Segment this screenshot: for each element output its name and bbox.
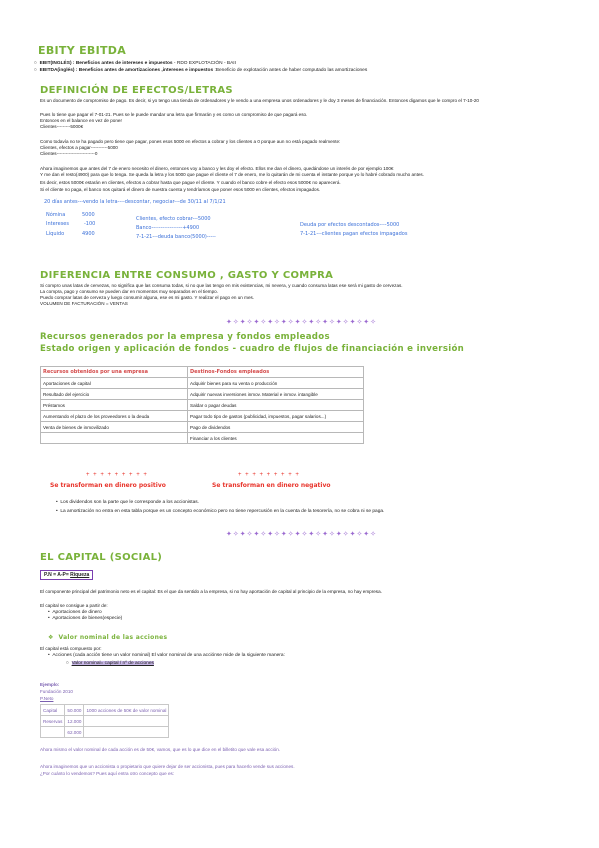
efectos-paragraph-5: Como todavía no te ha pagado pero tiene que pagar, pones esos 5000 en efectos a cobrar y los clientes a 0 porque aun no está pagado realmente: [40,139,341,144]
table-cell [84,716,169,727]
efectos-paragraph-6: Clientes, efectos a pagar-----------5000 [40,145,118,150]
dinero-negativo-label: Se transforman en dinero negativo [212,482,331,489]
hand-nominal-label: Nómina [46,212,66,218]
dinero-positivo-label: Se transforman en dinero positivo [50,482,166,489]
table-cell: Venta de bienes de inmovilizado [41,422,188,433]
efectos-paragraph-8: Ahora imaginemos que antes del 7 de enero necesito el dinero, entonces voy a banco y les doy el efecto. Ellos me dan el dinero, quedándose un interés de por ejemplo 100€ [40,166,394,171]
hand-note-top: 20 días antes---vendo la letra----descontar, negociar---de 30/11 al 7/1/21 [44,199,226,205]
table-cell: Adquirir bienes para su venta o producción [188,378,364,389]
table-header-destinos: Destinos-Fondos empleados [188,367,364,378]
table-cell: 12.000 [65,716,84,727]
efectos-paragraph-11: Si el cliente no paga, el banco nos quitará el dinero de nuestra cuenta y tendríamos que poner esos 5000 en clientes, efectos impagados. [40,187,321,192]
table-cell [41,433,188,444]
efectos-paragraph-2: Pues lo tiene que pagar el 7-01-21. Pues se le puede mandar una letra que firmarán y es como un compromiso de que pagará eso. [40,112,308,117]
table-row [41,389,364,400]
bullet-amortizacion: • La amortización no entra en esta tabla porque es un concepto económico pero no tiene repercusión en la cuenta de la tesorería, no se cobra ni se paga. [56,509,385,514]
hand-clientes-line: Clientes, efecto cobrar---5000 [136,216,211,222]
table-row [41,433,364,444]
pneto-label: P.Neto [40,696,54,701]
table-cell: Aportaciones de capital [41,378,188,389]
table-row [41,716,169,727]
table-cell: Financiar a los clientes [188,433,364,444]
bullet-dividendos: • Los dividendos son la parte que le corresponde a los accionistas. [56,500,200,505]
table-row [41,411,364,422]
table-cell [84,727,169,738]
hand-impagados-line: 7-1-21---clientes pagan efectos impagados [300,231,408,237]
ebitda-item-ebitda: ○ EBITDA(inglés) : Beneficios antes de amortizaciones ,intereses e impuestos :Beneficio de explotación antes de haber computado las amortizaciones [34,68,368,73]
table-header-row [41,367,364,378]
table-cell: 50.000 [65,705,84,716]
hand-deuda-banco-line: 7-1-21---deuda banco(5000)----- [136,234,216,240]
section-title-ebitda: EBITY EBITDA [38,44,127,57]
table-cell: Saldar o pagar deudas [188,400,364,411]
efectos-paragraph-3: Entonces en el balance en vez de poner [40,118,122,123]
formula-box: P.N = A-P= Riqueza [40,570,93,580]
list-item-acciones: • Acciones (cada acción tiene un valor nominal) El valor nominal de una acciónse mide de la siguiente manera: [48,653,285,658]
diamond-icon: ❖ [48,634,54,641]
subsection-valor-nominal: ❖ Valor nominal de las acciones [48,634,168,641]
consumo-paragraph-1: Si compro unas latas de cervezas, no significa que las consuma todas, si no que las tengo en mis existencias, mi nevera, y cuando consuma latas ese será mi gasto de cervezas. [40,283,403,288]
list-item-bienes: • Aportaciones de bienes(especie) [48,616,123,621]
hand-liquido-value: 4900 [82,231,95,237]
capital-paragraph-3: El capital está compuesto por: [40,646,102,651]
plus-marks-right: + + + + + + + + + [238,472,300,478]
efectos-paragraph-7: Clientes-------------------------0 [40,151,98,156]
table-cell: Pago de dividendos [188,422,364,433]
table-cell: Pagar todo tipo de gastos (publicidad, impuestos, pagar salarios...) [188,411,364,422]
table-row [41,727,169,738]
hand-banco-line: Banco-----------------+4900 [136,225,200,231]
table-cell: 1000 acciones de 50€ de valor nominal [84,705,169,716]
consumo-paragraph-4: VOLUMEN DE FACTURACIÓN = VENTAS [40,301,128,306]
table-cell: Resultado del ejercicio [41,389,188,400]
hand-nominal-value: 5000 [82,212,95,218]
capital-paragraph-4: Ahora mismo el valor nominal de cada acción es de 50€, vamos, que es lo que dice en el billetito que vale esa acción. [40,747,281,752]
section-title-recursos: Recursos generados por la empresa y fondos empleados [40,332,330,342]
section-title-efectos: DEFINICIÓN DE EFECTOS/LETRAS [40,85,233,96]
table-cell: Préstamos [41,400,188,411]
list-item-dinero: • Aportaciones de dinero [48,610,102,615]
hand-liquido-label: Líquido [46,231,65,237]
table-cell: Capital [41,705,65,716]
table-cell: Adquirir nuevas inversiones inmov. Material e inmov. intangible [188,389,364,400]
section-title-consumo: DIFERENCIA ENTRE CONSUMO , GASTO Y COMPRA [40,270,334,281]
hand-deuda-efectos-line: Deuda por efectos descontados----5000 [300,222,400,228]
hand-intereses-value: -100 [84,221,96,227]
efectos-paragraph-9: Y me dan el resto(4900) para que lo tenga. Se queda la letra y los 5000 que pague el cliente el 7 de enero, me lo quitarán de mi cuenta el instante porque yo lo habré cobrado mucho antes. [40,172,425,177]
capital-paragraph-5: Ahora imaginemos que un accionista o propietario que quiere dejar de ser accionista, pues para hacerlo vende sus acciones. [40,764,295,769]
ejemplo-table [40,704,169,738]
fundacion-label: Fundación 2010 [40,689,73,694]
table-row [41,705,169,716]
list-item-formula: ○ Valor nominal= capital / nº de acciones [66,661,154,666]
efectos-paragraph-1: Es un documento de compromiso de pago. Es decir, si yo tengo una tienda de ordenadores y le vendo a una empresa unos ordenadores y le doy 3 meses de financiación. Entonces digamos que le compro el 7-10-20 [40,98,479,103]
consumo-paragraph-3: Puedo comprar latas de cerveza y luego consumir alguna, ese es mi gasto. Y realizar el pago en un mes. [40,295,255,300]
table-row [41,400,364,411]
fondos-table [40,366,364,444]
capital-paragraph-6: ¿Por cuánto lo vendemos? Pues aquí entra otro concepto que es: [40,771,175,776]
capital-paragraph-2: El capital se consigue a partir de: [40,603,108,608]
table-header-recursos: Recursos obtenidos por una empresa [41,367,188,378]
hand-intereses-label: Intereses [46,221,69,227]
ejemplo-label: Ejemplo: [40,682,60,687]
efectos-paragraph-4: Clientes---------5000€ [40,124,84,129]
table-row [41,422,364,433]
section-title-capital: EL CAPITAL (SOCIAL) [40,552,163,563]
decorative-divider-2: ✦✧✦✧✦✧✦✧✦✧✦✧✦✧✦✧✦✧✦✧✦✧ [226,531,378,538]
ebitda-item-ebit: ○ EBIT(INGLÉS) : Beneficios antes de intereses e impuestos - RDO EXPLOTACIÓN - BAII [34,61,236,66]
table-cell: Reservas [41,716,65,727]
consumo-paragraph-2: La compra, pago y consumo se pueden dar en momentos muy separados en el tiempo. [40,289,218,294]
section-subtitle-origen-aplicacion: Estado origen y aplicación de fondos - cuadro de flujos de financiación e inversión [40,344,465,354]
table-cell: 62.000 [65,727,84,738]
decorative-divider-1: ✦✧✦✧✦✧✦✧✦✧✦✧✦✧✦✧✦✧✦✧✦✧ [226,319,378,326]
efectos-paragraph-10: Es decir, estos 5000€ estarán en clientes, efectos a cobrar hasta que pague el cliente. Y cuando el banco cobre el efecto esos 5000€ no aparecerá. [40,180,341,185]
table-cell: Aumentando el plazo de los proveedores o la deuda [41,411,188,422]
capital-paragraph-1: El componente principal del patrimonio neto es el capital: Es el que da sentido a la empresa, si no hay aportación de capital al principio de la empresa, no hay empresa. [40,589,382,594]
plus-marks-left: + + + + + + + + + [86,472,148,478]
table-cell [41,727,65,738]
table-row [41,378,364,389]
